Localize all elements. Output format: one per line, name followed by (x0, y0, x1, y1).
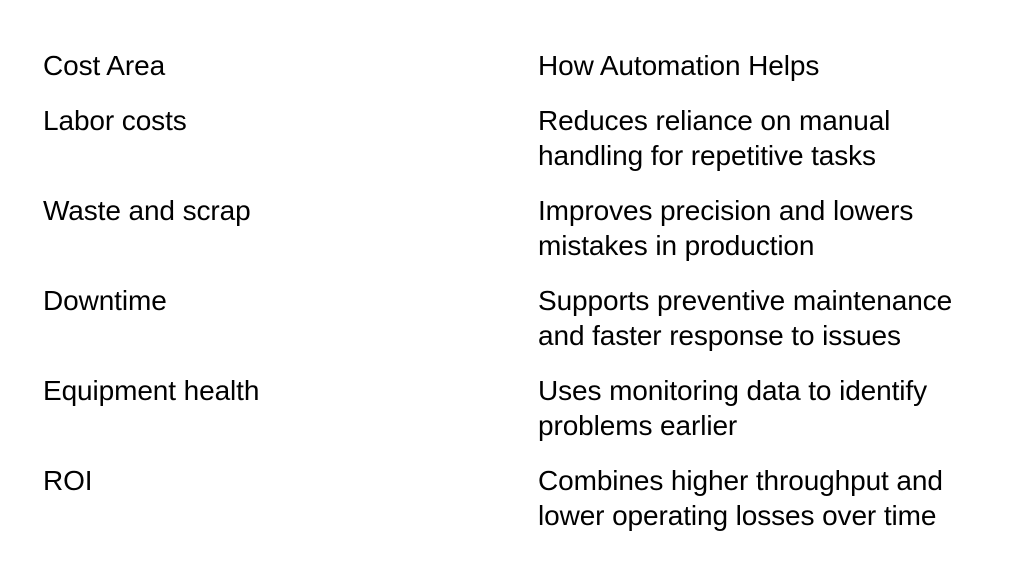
table-row (43, 373, 1003, 443)
automation-help-cell (538, 373, 998, 443)
help-text-line: handling for repetitive tasks (538, 140, 876, 171)
help-text-line: and faster response to issues (538, 320, 901, 351)
help-text-line: mistakes in production (538, 230, 815, 261)
automation-help-cell (538, 193, 998, 263)
table-row (43, 283, 1003, 353)
table-row (43, 463, 1003, 533)
automation-help-cell (538, 283, 998, 353)
help-text-line: Improves precision and lowers (538, 195, 914, 226)
header-how-automation-helps: How Automation Helps (538, 50, 820, 81)
automation-help-cell (538, 103, 998, 173)
header-cost-area: Cost Area (43, 50, 166, 81)
help-text-line: Supports preventive maintenance (538, 285, 953, 316)
help-text-line: problems earlier (538, 410, 738, 441)
help-text-line: lower operating losses over time (538, 500, 937, 531)
cost-area-cell: Downtime (43, 285, 167, 316)
cost-area-cell: Labor costs (43, 105, 187, 136)
cost-area-cell: Waste and scrap (43, 195, 251, 226)
cost-area-cell: Equipment health (43, 375, 260, 406)
help-text-line: Combines higher throughput and (538, 465, 943, 496)
automation-help-cell (538, 463, 998, 533)
table-header-row (43, 48, 1003, 83)
cost-area-cell: ROI (43, 465, 93, 496)
help-text-line: Reduces reliance on manual (538, 105, 891, 136)
help-text-line: Uses monitoring data to identify (538, 375, 928, 406)
table-row (43, 193, 1003, 263)
table-row (43, 103, 1003, 173)
cost-automation-table (43, 48, 1003, 553)
